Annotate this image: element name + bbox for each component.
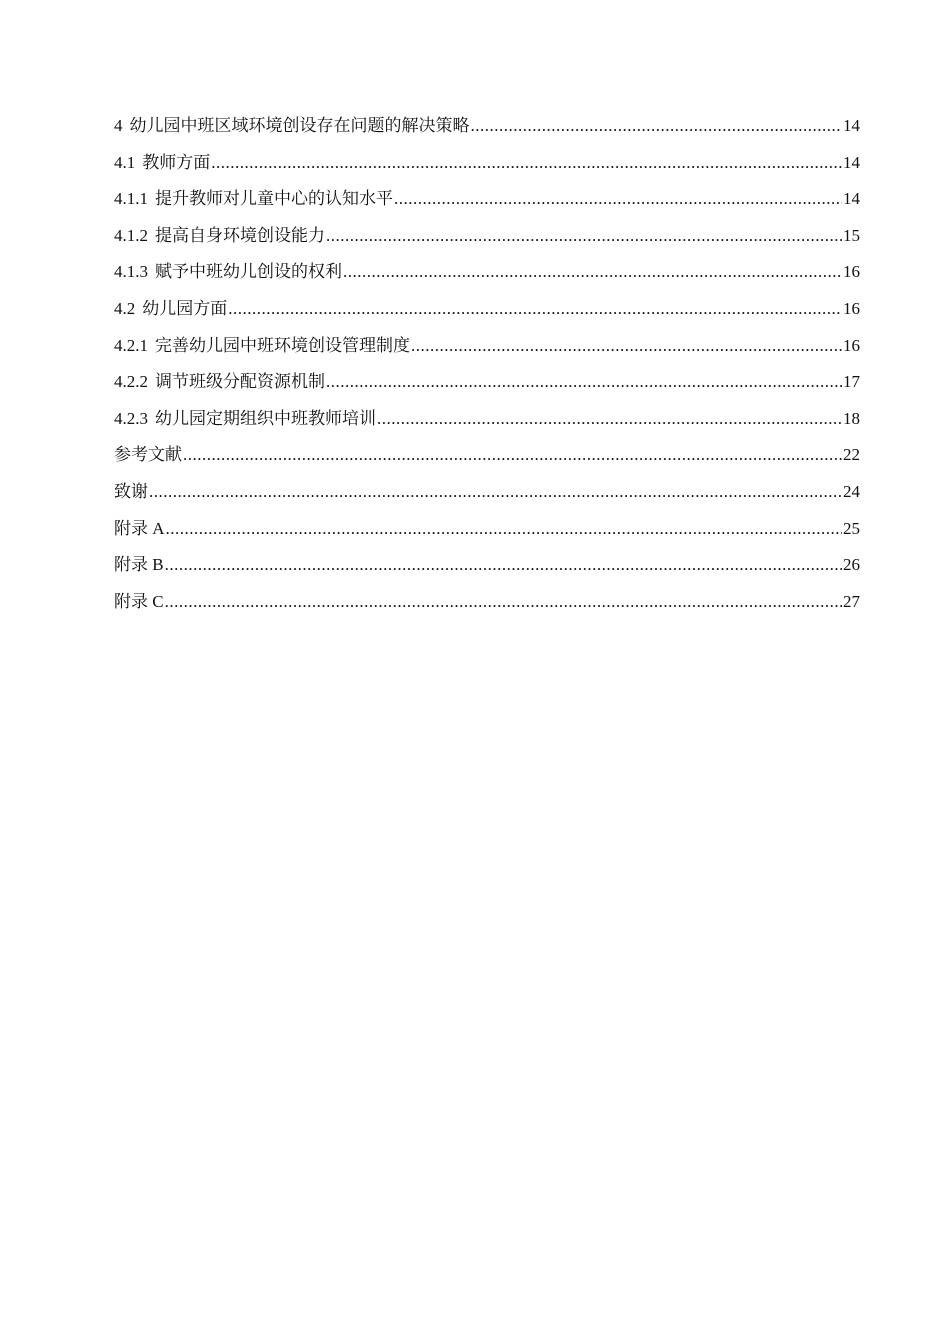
toc-entry-page: 25 [843, 518, 860, 538]
toc-entry-heading [114, 370, 325, 394]
toc-dot-leader [471, 114, 843, 138]
toc-entry[interactable] [114, 151, 860, 188]
toc-entry-title: 提高自身环境创设能力 [155, 225, 325, 245]
toc-dot-leader [377, 407, 842, 431]
toc-entry[interactable] [114, 553, 860, 590]
toc-entry[interactable] [114, 297, 860, 334]
toc-entry-title: 幼儿园中班区域环境创设存在问题的解决策略 [129, 116, 470, 135]
toc-entry[interactable] [114, 590, 860, 627]
toc-entry-title: 附录 A [114, 518, 165, 538]
toc-entry-heading [114, 590, 164, 614]
toc-entry-page: 17 [843, 372, 860, 392]
toc-entry-number: 4 [114, 116, 123, 135]
toc-entry-title: 附录 C [114, 591, 164, 611]
toc-entry-title: 调节班级分配资源机制 [155, 372, 325, 392]
toc-entry-heading [114, 407, 376, 431]
toc-entry-title: 参考文献 [114, 445, 182, 465]
toc-dot-leader [343, 260, 842, 284]
toc-entry-title: 致谢 [114, 481, 148, 501]
toc-entry[interactable] [114, 443, 860, 480]
toc-entry-heading [114, 443, 182, 467]
toc-entry[interactable] [114, 480, 860, 517]
toc-entry[interactable] [114, 224, 860, 261]
toc-entry-heading [114, 151, 210, 175]
toc-entry-page: 26 [843, 555, 860, 575]
toc-entry-title: 赋予中班幼儿创设的权利 [155, 262, 342, 282]
toc-entry-number: 4.2.2 [114, 372, 148, 392]
toc-entry-title: 附录 B [114, 555, 164, 575]
toc-entry-title: 幼儿园定期组织中班教师培训 [155, 408, 376, 428]
toc-entry-heading [114, 114, 470, 138]
toc-entry-number: 4.1 [114, 152, 136, 172]
toc-entry-page: 14 [843, 152, 860, 172]
toc-entry[interactable] [114, 517, 860, 554]
toc-entry-page: 14 [843, 116, 860, 135]
toc-dot-leader [326, 370, 842, 394]
toc-entry-number: 4.2 [114, 298, 136, 318]
toc-entry-heading [114, 187, 393, 211]
toc-entry[interactable] [114, 260, 860, 297]
toc-entry-page: 22 [843, 445, 860, 465]
toc-entry-page: 24 [843, 481, 860, 501]
toc-entry-title: 完善幼儿园中班环境创设管理制度 [155, 335, 410, 355]
toc-entry-page: 15 [843, 225, 860, 245]
toc-dot-leader [165, 553, 842, 577]
toc-entry[interactable] [114, 187, 860, 224]
toc-dot-leader [394, 187, 842, 211]
toc-dot-leader [149, 480, 842, 504]
toc-entry[interactable] [114, 370, 860, 407]
toc-entry[interactable] [114, 407, 860, 444]
toc-entry-title: 教师方面 [142, 152, 211, 172]
toc-entry-heading [114, 480, 148, 504]
toc-entry-heading [114, 517, 165, 541]
toc-entry-number: 4.1.3 [114, 262, 148, 282]
toc-entry-title: 幼儿园方面 [142, 298, 228, 318]
toc-entry-heading [114, 224, 325, 248]
toc-entry-heading [114, 260, 342, 284]
toc-entry[interactable] [114, 334, 860, 371]
toc-entry-number: 4.2.1 [114, 335, 148, 355]
toc-dot-leader [326, 224, 842, 248]
toc-entry-number: 4.2.3 [114, 408, 148, 428]
toc-entry-heading [114, 334, 410, 358]
toc-entry-page: 27 [843, 591, 860, 611]
toc-entry-number: 4.1.1 [114, 189, 148, 209]
table-of-contents [114, 114, 860, 626]
toc-entry[interactable] [114, 114, 860, 151]
toc-dot-leader [411, 334, 842, 358]
toc-entry-page: 14 [843, 189, 860, 209]
toc-dot-leader [165, 590, 842, 614]
toc-entry-heading [114, 297, 227, 321]
toc-entry-title: 提升教师对儿童中心的认知水平 [155, 189, 393, 209]
toc-dot-leader [183, 443, 842, 467]
toc-dot-leader [166, 517, 842, 541]
toc-dot-leader [228, 297, 842, 321]
toc-dot-leader [211, 151, 842, 175]
toc-entry-number: 4.1.2 [114, 225, 148, 245]
toc-entry-page: 16 [843, 335, 860, 355]
toc-entry-page: 16 [843, 262, 860, 282]
toc-entry-page: 16 [843, 298, 860, 318]
toc-entry-page: 18 [843, 408, 860, 428]
toc-entry-heading [114, 553, 164, 577]
